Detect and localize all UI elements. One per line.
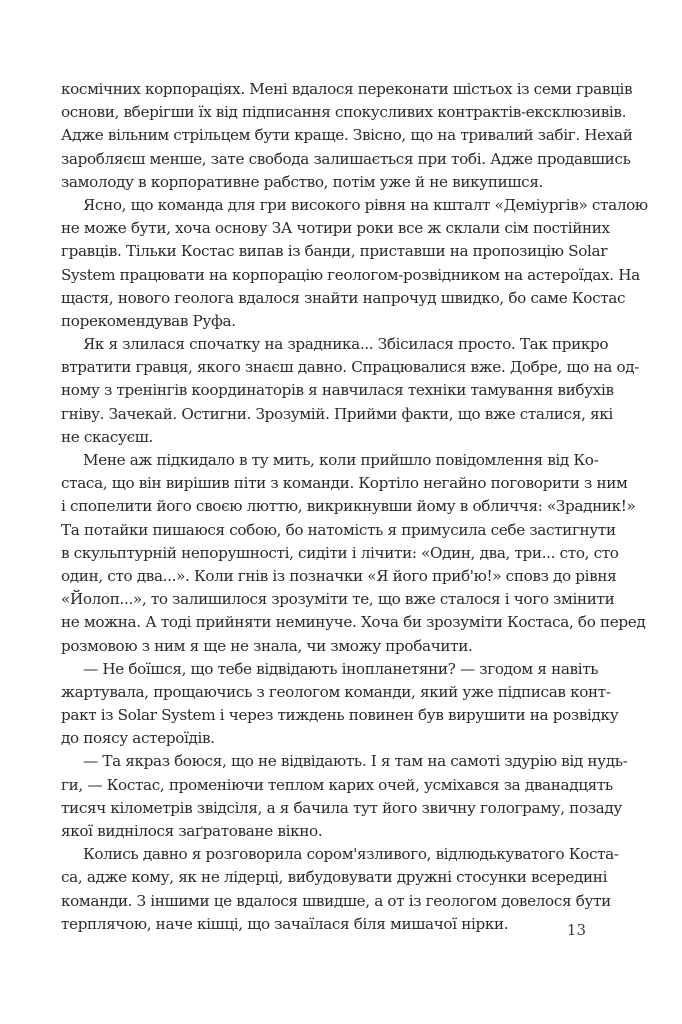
text-line: до поясу астероїдів.	[61, 729, 215, 748]
text-line: втратити гравця, якого знаєш давно. Спрацювалися вже. Добре, що на од-	[61, 358, 640, 377]
text-line: щастя, нового геолога вдалося знайти напрочуд швидко, бо саме Костас	[61, 288, 626, 307]
body-text	[61, 78, 648, 936]
text-line: System працювати на корпорацію геологом-розвідником на астероїдах. На	[61, 265, 640, 284]
page-number: 13	[566, 921, 586, 939]
text-line: са, адже кому, як не лідерці, вибудовувати дружні стосунки всередині	[61, 868, 608, 887]
text-line: не може бути, хоча основу ЗА чотири роки все ж склали сім постійних	[61, 219, 610, 238]
text-line: ному з тренінгів координаторів я навчилася техніки тамування вибухів	[61, 381, 614, 400]
text-line: команди. З іншими це вдалося швидше, а от із геологом довелося бути	[61, 891, 611, 910]
text-line: «Йолоп...», то залишилося зрозуміти те, що вже сталося і чого змінити	[61, 590, 615, 609]
text-line: гравців. Тільки Костас випав із банди, приставши на пропозицію Solar	[61, 242, 608, 261]
text-line: не можна. А тоді прийняти неминуче. Хоча би зрозуміти Костаса, бо перед	[61, 613, 646, 632]
text-line: Адже вільним стрільцем бути краще. Звісно, що на тривалий забіг. Нехай	[61, 126, 633, 145]
text-line: Як я злилася спочатку на зрадника... Збісилася просто. Так прикро	[83, 335, 609, 354]
text-line: ракт із Solar System і через тиждень повинен був вирушити на розвідку	[61, 706, 619, 725]
text-line: Та потайки пишаюся собою, бо натомість я примусила себе застигнути	[61, 520, 616, 539]
text-line: жартувала, прощаючись з геологом команди, який уже підписав конт-	[61, 682, 611, 701]
text-line: порекомендував Руфа.	[61, 311, 236, 330]
text-line: стаса, що він вирішив піти з команди. Кортіло негайно поговорити з ним	[61, 474, 628, 493]
text-line: гніву. Зачекай. Остигни. Зрозумій. Прийми факти, що вже сталися, які	[61, 404, 613, 423]
text-line: основи, вберігши їх від підписання спокусливих контрактів-ексклюзивів.	[61, 103, 627, 122]
text-line: якої виднілося заґратоване вікно.	[61, 822, 323, 840]
text-line: Колись давно я розговорила сором'язливого, відлюдькуватого Коста-	[83, 845, 619, 864]
text-line: один, сто два...». Коли гнів із позначки «Я його приб'ю!» сповз до рівня	[61, 566, 617, 585]
text-line: — Та якраз боюся, що не відвідають. І я там на самоті здурію від нудь-	[83, 752, 628, 771]
text-line: розмовою з ним я ще не знала, чи зможу пробачити.	[61, 636, 473, 655]
text-line: і спопелити його своєю люттю, викрикнувши йому в обличчя: «Зрадник!»	[61, 497, 636, 516]
text-line: — Не боїшся, що тебе відвідають інопланетяни? — згодом я навіть	[83, 659, 599, 678]
text-line: Ясно, що команда для гри високого рівня на кшталт «Деміургів» сталою	[83, 195, 648, 214]
text-line: ги, — Костас, променіючи теплом карих очей, усміхався за дванадцять	[61, 775, 613, 794]
text-line: заробляєш менше, зате свобода залишається при тобі. Адже продавшись	[61, 149, 631, 168]
text-line: не скасуєш.	[61, 427, 154, 446]
text-line: Мене аж підкидало в ту мить, коли прийшло повідомлення від Ко-	[83, 451, 599, 469]
text-line: в скульптурній непорушності, сидіти і лічити: «Один, два, три... сто, сто	[61, 543, 619, 562]
text-line: терплячою, наче кішці, що зачаїлася біля мишачої нірки.	[61, 914, 509, 933]
text-line: тисяч кілометрів звідсіля, а я бачила тут його звичну голограму, позаду	[61, 798, 622, 817]
text-line: замолоду в корпоративне рабство, потім уже й не викупишся.	[61, 172, 544, 191]
text-line: космічних корпораціях. Мені вдалося переконати шістьох із семи гравців	[61, 80, 633, 98]
